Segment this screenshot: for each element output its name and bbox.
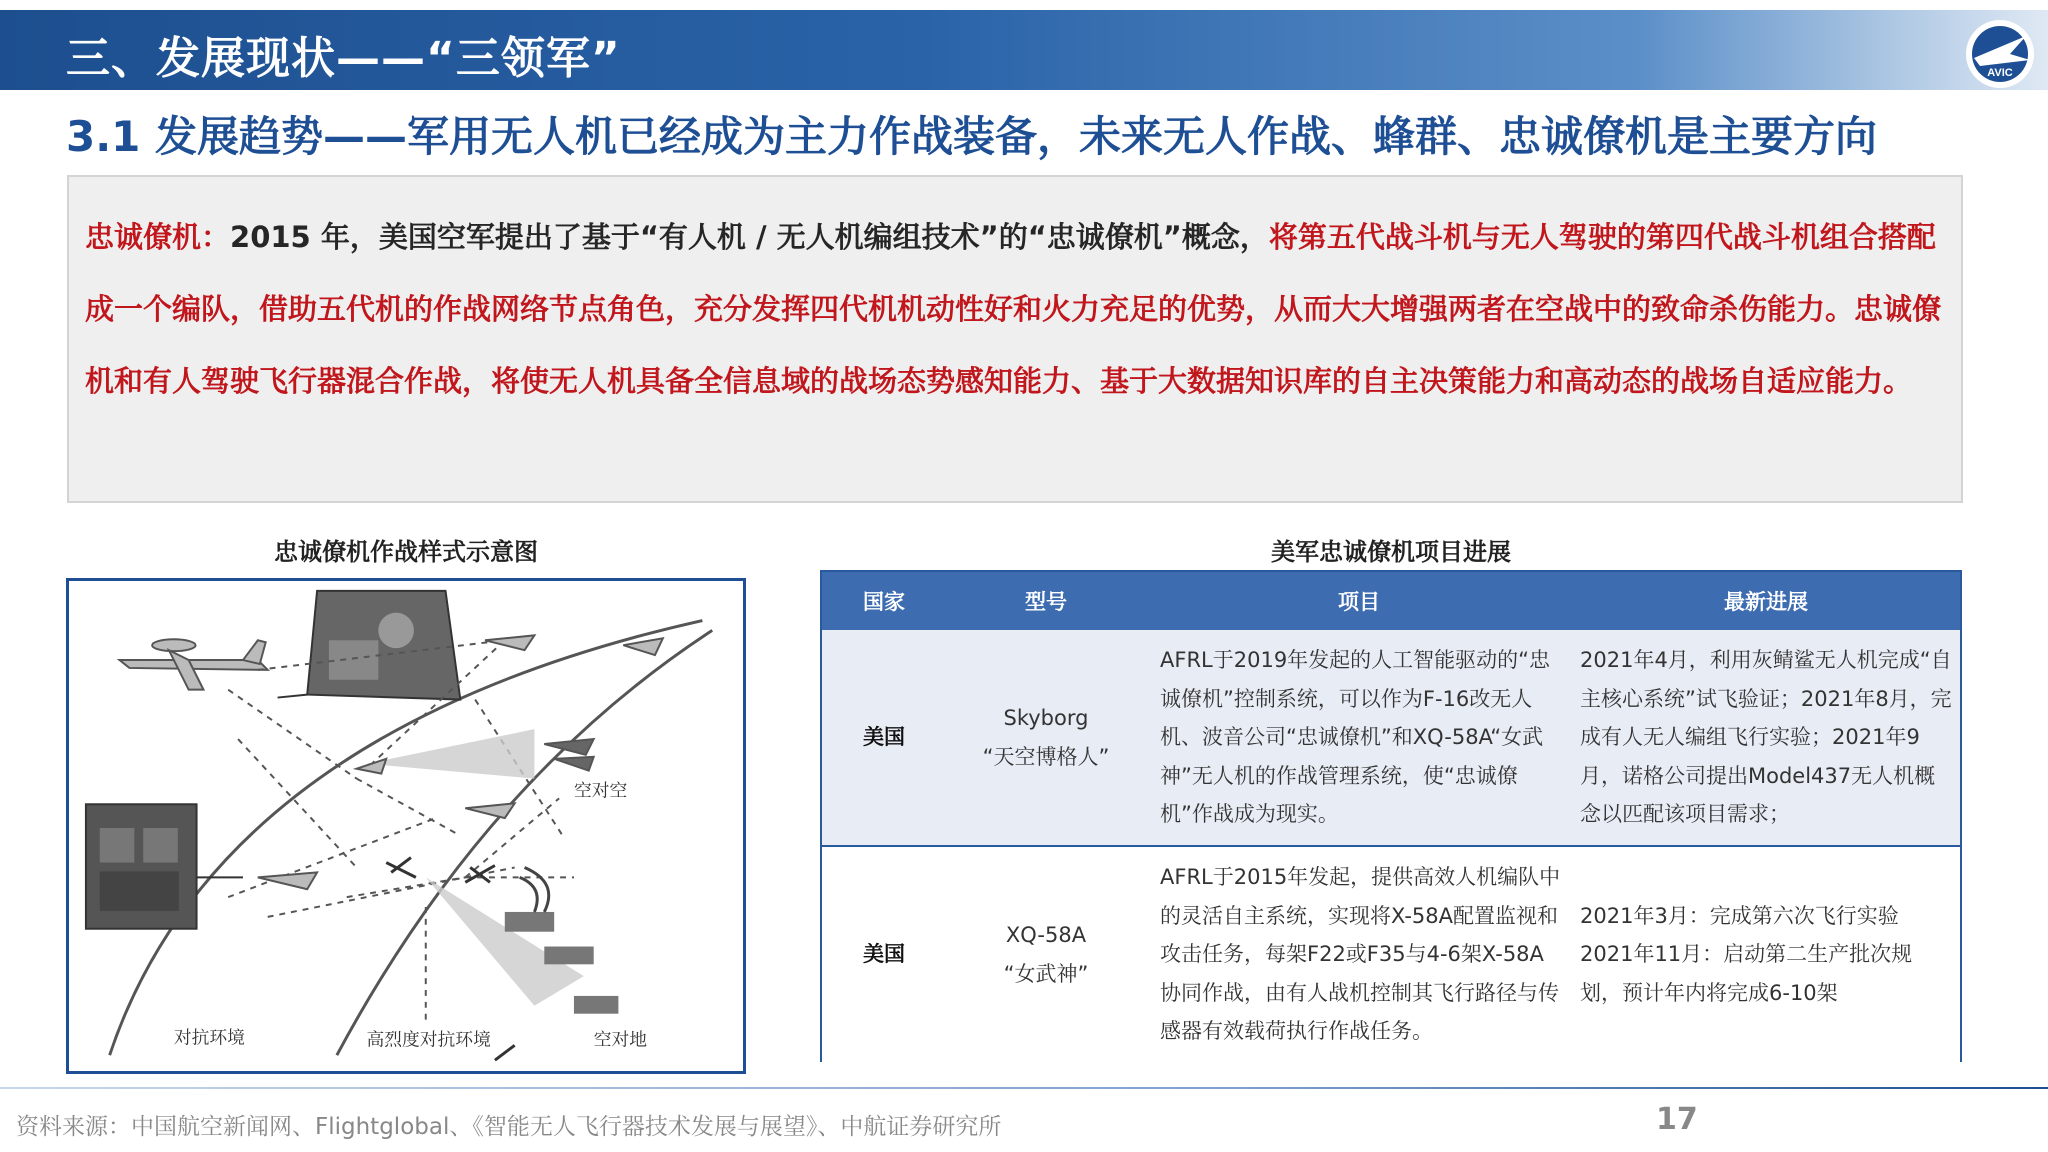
table-header-row: [822, 572, 1960, 630]
loyal-wingman-diagram: [66, 578, 746, 1074]
label-high-intensity: 高烈度对抗环境: [366, 1029, 491, 1051]
logo-text: AVIC: [1987, 67, 2013, 79]
table-row: [822, 630, 1960, 846]
table-row: [822, 846, 1960, 1062]
project-table: [820, 570, 1962, 1062]
enemy-jet-icon: [544, 739, 593, 755]
intro-term: 忠诚僚机：: [85, 220, 231, 254]
cockpit-photo-upper: [307, 591, 460, 700]
intro-text-box: [67, 175, 1963, 503]
label-air-to-ground: 空对地: [593, 1029, 647, 1051]
cell-progress: 2021年3月：完成第六次飞行实验2021年11月：启动第二生产批次规划，预计年内将完成6-10架: [1580, 903, 1913, 1005]
cockpit-photo-left: [86, 804, 197, 928]
header-progress: 最新进展: [1724, 590, 1808, 614]
model-name: Skyborg: [1003, 706, 1089, 730]
section-title: 三、发展现状——“三领军”: [66, 33, 621, 84]
cell-progress: 2021年4月，利用灰鲭鲨无人机完成“自主核心系统”试飞验证；2021年8月，完成有人无人编组飞行实验；2021年9月，诺格公司提出Model437无人机概念以匹配该项目需求；: [1580, 648, 1952, 827]
cell-country: 美国: [863, 942, 905, 967]
header-project: 项目: [1338, 590, 1380, 614]
cell-project: AFRL于2015年发起，提供高效人机编队中的灵活自主系统，实现将X-58A配置监视和攻击任务，每架F22或F35与4-6架X-58A协同作战，由有人战机控制其飞行路径与传感器有效载荷执行作战任务。: [1160, 865, 1561, 1044]
fighter-jet-icon: [465, 803, 514, 818]
intro-highlight: 将第五代战斗机与无人驾驶的第四代战斗机组合搭配成一个编队，借助五代机的作战网络节点角色，充分发挥四代机机动性好和火力充足的优势，从而大大增强两者在空战中的致命杀伤能力。忠诚僚机和有人驾驶飞行器混合作战，将使无人机具备全信息域的战场态势感知能力、基于大数据知识库的自主决策能力和高动态的战场自适应能力。: [85, 220, 1942, 398]
enemy-jet-icon: [554, 757, 594, 771]
cell-country: 美国: [863, 725, 905, 750]
cell-model: [946, 846, 1146, 1062]
diagram-svg: [69, 581, 743, 1071]
sensor-beam-2: [426, 877, 584, 1005]
wingman-drone-icon: [357, 759, 387, 774]
model-name: XQ-58A: [1005, 923, 1087, 947]
cell-model: [946, 630, 1146, 846]
model-nickname: “天空博格人”: [982, 744, 1110, 769]
sensor-beam-1: [366, 729, 534, 778]
label-air-to-air: 空对空: [573, 780, 628, 802]
diagram-caption: 忠诚僚机作战样式示意图: [274, 538, 538, 566]
cell-project: AFRL于2019年发起的人工智能驱动的“忠诚僚机”控制系统，可以作为F-16改无人机、波音公司“忠诚僚机”和XQ-58A“女武神”无人机的作战管理系统，使“忠诚僚机”作战成为现实。: [1160, 648, 1551, 827]
label-contested: 对抗环境: [173, 1027, 245, 1049]
page-subtitle: 3.1 发展趋势——军用无人机已经成为主力作战装备，未来无人作战、蜂群、忠诚僚机是主要方向: [66, 112, 1878, 161]
source-note: 资料来源：中国航空新闻网、Flightglobal、《智能无人飞行器技术发展与展望》、中航证券研究所: [16, 1114, 1002, 1140]
fighter-jet-icon: [258, 872, 317, 889]
fighter-jet-icon: [485, 635, 534, 650]
model-nickname: “女武神”: [1003, 961, 1089, 986]
fighter-jet-icon: [623, 638, 663, 655]
table-caption: 美军忠诚僚机项目进展: [1271, 538, 1511, 566]
footer-divider: [0, 1087, 2048, 1089]
avic-logo: [1960, 14, 2040, 94]
header-country: 国家: [863, 590, 905, 614]
header-model: 型号: [1025, 590, 1067, 614]
intro-text: 2015 年，美国空军提出了基于“有人机 / 无人机编组技术”的“忠诚僚机”概念，: [230, 220, 1269, 254]
aew-aircraft-icon: [120, 639, 268, 689]
page-number: 17: [1656, 1102, 1698, 1137]
